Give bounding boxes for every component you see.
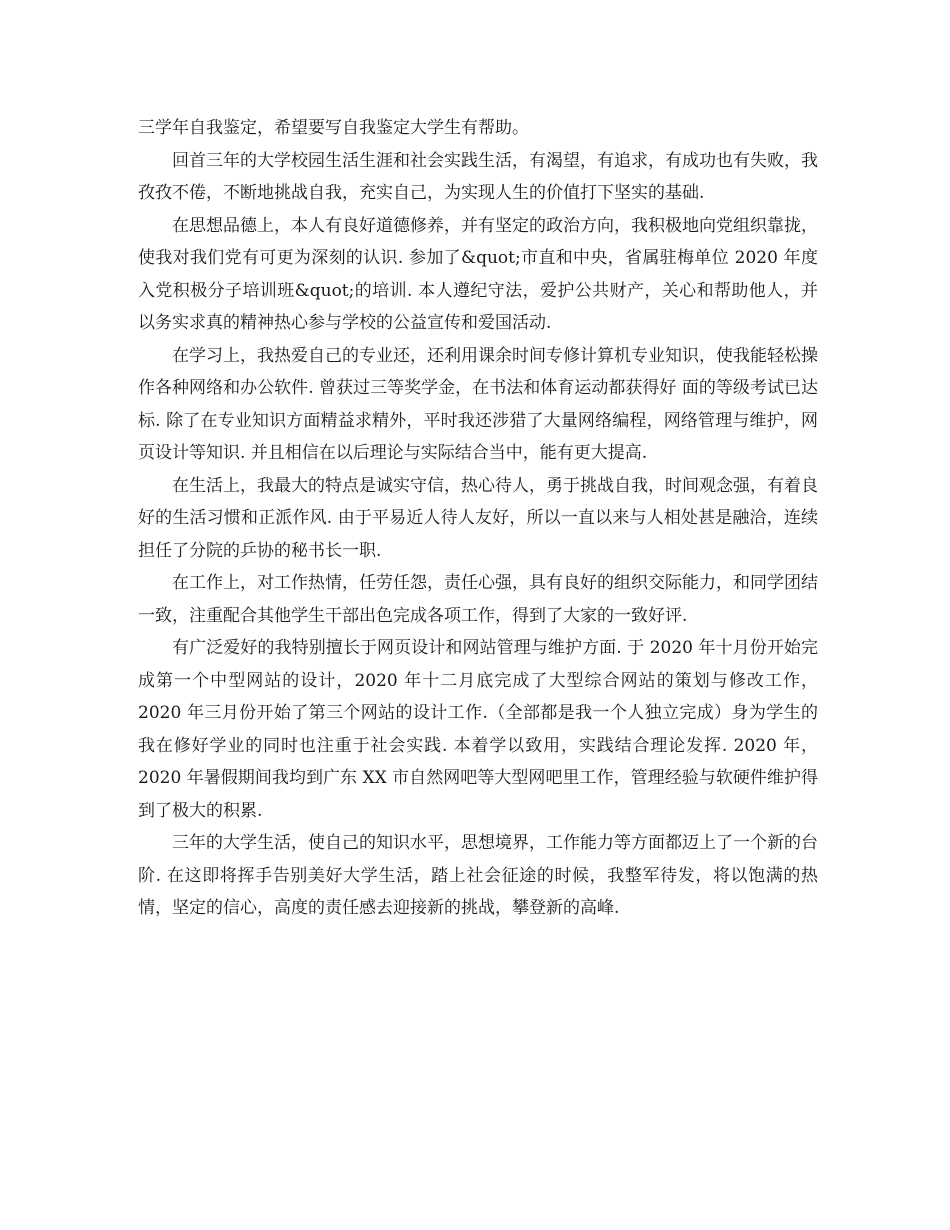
paragraph-ideology: 在思想品德上，本人有良好道德修养，并有坚定的政治方向，我积极地向党组织靠拢，使我对我们党有可更为深刻的认识. 参加了&quot;市直和中央，省属驻梅单位 2020 年度入党积极分子培训班&quot;的培训. 本人遵纪守法，爱护公共财产，关心和帮助他人，并以务实求真的精神热心参与学校的公益宣传和爱国活动. xyxy=(138,215,818,333)
paragraph-work: 在工作上，对工作热情，任劳任怨，责任心强，具有良好的组织交际能力，和同学团结一致，注重配合其他学生干部出色完成各项工作，得到了大家的一致好评. xyxy=(138,573,818,626)
paragraph-review: 回首三年的大学校园生活生涯和社会实践生活，有渴望，有追求，有成功也有失败，我孜孜不倦，不断地挑战自我，充实自己，为实现人生的价值打下坚实的基础. xyxy=(138,150,818,203)
document-body xyxy=(138,112,818,925)
paragraph-study: 在学习上，我热爱自己的专业还，还利用课余时间专修计算机专业知识，使我能轻松操作各种网络和办公软件. 曾获过三等奖学金，在书法和体育运动都获得好 面的等级考试已达标. 除了在专业知识方面精益求精外，平时我还涉猎了大量网络编程，网络管理与维护，网页设计等知识. 并且相信在以后理论与实际结合当中，能有更大提高. xyxy=(138,345,818,463)
paragraph-life: 在生活上，我最大的特点是诚实守信，热心待人，勇于挑战自我，时间观念强，有着良好的生活习惯和正派作风. 由于平易近人待人友好，所以一直以来与人相处甚是融洽，连续担任了分院的乒协的秘书长一职. xyxy=(138,475,818,561)
paragraph-hobbies: 有广泛爱好的我特别擅长于网页设计和网站管理与维护方面. 于 2020 年十月份开始完成第一个中型网站的设计，2020 年十二月底完成了大型综合网站的策划与修改工作，2020 年三月份开始了第三个网站的设计工作.（全部都是我一个人独立完成）身为学生的我在修好学业的同时也注重于社会实践. 本着学以致用，实践结合理论发挥. 2020 年，2020 年暑假期间我均到广东 XX 市自然网吧等大型网吧里工作，管理经验与软硬件维护得到了极大的积累. xyxy=(138,638,818,821)
paragraph-conclusion: 三年的大学生活，使自己的知识水平，思想境界，工作能力等方面都迈上了一个新的台阶. 在这即将挥手告别美好大学生活，踏上社会征途的时候，我整军待发，将以饱满的热情，坚定的信心，高度的责任感去迎接新的挑战，攀登新的高峰. xyxy=(138,833,818,918)
intro-paragraph: 三学年自我鉴定，希望要写自我鉴定大学生有帮助。 xyxy=(138,118,529,138)
